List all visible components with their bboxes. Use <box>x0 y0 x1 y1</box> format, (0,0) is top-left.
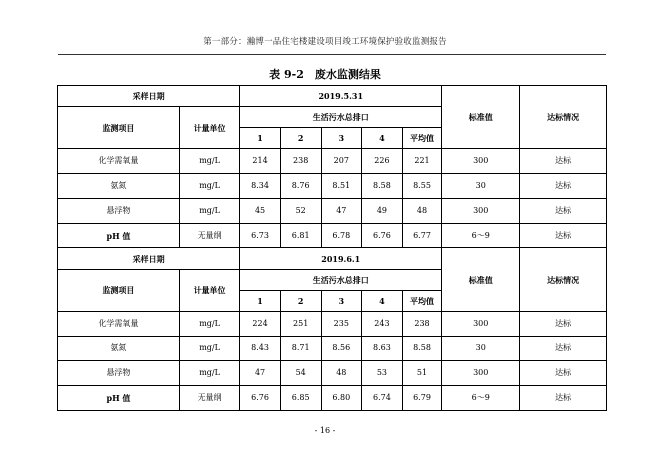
item-cell: 氨氮 <box>58 174 180 199</box>
value-1-cell: 214 <box>240 149 281 174</box>
value-1-cell: 6.76 <box>240 386 281 411</box>
unit-cell: 无量纲 <box>179 386 239 411</box>
page-header: 第一部分：瀚博一品住宅楼建设项目竣工环境保护验收监测报告 <box>203 37 447 47</box>
value-2-cell: 52 <box>280 198 321 223</box>
item-header: 监测项目 <box>58 107 180 149</box>
page-number: - 16 - <box>314 426 336 435</box>
average-cell: 8.55 <box>402 174 442 199</box>
sample-3-header: 3 <box>321 128 362 149</box>
average-cell: 6.77 <box>402 223 442 248</box>
value-3-cell: 8.51 <box>321 174 362 199</box>
header-row-date <box>58 248 607 269</box>
item-cell: 化学需氧量 <box>58 149 180 174</box>
table-row <box>58 198 607 223</box>
standard-cell: 30 <box>442 336 520 361</box>
value-3-cell: 207 <box>321 149 362 174</box>
standard-cell: 300 <box>442 198 520 223</box>
value-3-cell: 6.78 <box>321 223 362 248</box>
compliance-header: 达标情况 <box>520 248 607 311</box>
value-4-cell: 6.76 <box>362 223 403 248</box>
unit-cell: 无量纲 <box>179 223 239 248</box>
status-cell: 达标 <box>520 311 607 336</box>
status-cell: 达标 <box>520 174 607 199</box>
unit-cell: mg/L <box>179 311 239 336</box>
status-cell: 达标 <box>520 386 607 411</box>
average-cell: 8.58 <box>402 336 442 361</box>
sampling-date-label: 采样日期 <box>58 248 240 269</box>
outlet-header: 生活污水总排口 <box>240 269 442 290</box>
sample-4-header: 4 <box>362 128 403 149</box>
value-2-cell: 8.71 <box>280 336 321 361</box>
item-cell: pH 值 <box>58 223 180 248</box>
item-cell: 氨氮 <box>58 336 180 361</box>
table-row <box>58 386 607 411</box>
value-3-cell: 47 <box>321 198 362 223</box>
unit-cell: mg/L <box>179 198 239 223</box>
wastewater-monitoring-table <box>57 85 607 411</box>
standard-cell: 30 <box>442 174 520 199</box>
item-cell: 化学需氧量 <box>58 311 180 336</box>
average-cell: 221 <box>402 149 442 174</box>
item-cell: pH 值 <box>58 386 180 411</box>
unit-header: 计量单位 <box>179 107 239 149</box>
table-row <box>58 311 607 336</box>
table-row <box>58 174 607 199</box>
status-cell: 达标 <box>520 198 607 223</box>
sample-2-header: 2 <box>280 290 321 311</box>
value-3-cell: 6.80 <box>321 386 362 411</box>
status-cell: 达标 <box>520 223 607 248</box>
status-cell: 达标 <box>520 361 607 386</box>
value-2-cell: 54 <box>280 361 321 386</box>
sample-2-header: 2 <box>280 128 321 149</box>
value-2-cell: 6.81 <box>280 223 321 248</box>
status-cell: 达标 <box>520 149 607 174</box>
standard-cell: 6～9 <box>442 223 520 248</box>
standard-header: 标准值 <box>442 248 520 311</box>
unit-cell: mg/L <box>179 336 239 361</box>
item-cell: 悬浮物 <box>58 198 180 223</box>
value-1-cell: 8.34 <box>240 174 281 199</box>
table-row <box>58 223 607 248</box>
value-3-cell: 48 <box>321 361 362 386</box>
unit-cell: mg/L <box>179 361 239 386</box>
value-4-cell: 8.58 <box>362 174 403 199</box>
value-1-cell: 45 <box>240 198 281 223</box>
unit-cell: mg/L <box>179 149 239 174</box>
outlet-header: 生活污水总排口 <box>240 107 442 128</box>
compliance-header: 达标情况 <box>520 86 607 149</box>
sample-1-header: 1 <box>240 128 281 149</box>
standard-cell: 300 <box>442 149 520 174</box>
unit-cell: mg/L <box>179 174 239 199</box>
value-2-cell: 6.85 <box>280 386 321 411</box>
value-4-cell: 243 <box>362 311 403 336</box>
standard-header: 标准值 <box>442 86 520 149</box>
item-header: 监测项目 <box>58 269 180 311</box>
average-cell: 238 <box>402 311 442 336</box>
standard-cell: 300 <box>442 361 520 386</box>
sampling-date-value: 2019.5.31 <box>240 86 442 107</box>
value-2-cell: 8.76 <box>280 174 321 199</box>
header-rule <box>58 54 606 55</box>
value-4-cell: 49 <box>362 198 403 223</box>
sample-1-header: 1 <box>240 290 281 311</box>
standard-cell: 300 <box>442 311 520 336</box>
table-row <box>58 149 607 174</box>
value-4-cell: 6.74 <box>362 386 403 411</box>
status-cell: 达标 <box>520 336 607 361</box>
value-1-cell: 224 <box>240 311 281 336</box>
value-4-cell: 226 <box>362 149 403 174</box>
table-title: 表 9-2 废水监测结果 <box>269 68 381 81</box>
value-3-cell: 235 <box>321 311 362 336</box>
standard-cell: 6～9 <box>442 386 520 411</box>
value-1-cell: 8.43 <box>240 336 281 361</box>
average-cell: 48 <box>402 198 442 223</box>
table-row <box>58 361 607 386</box>
unit-header: 计量单位 <box>179 269 239 311</box>
value-4-cell: 8.63 <box>362 336 403 361</box>
value-2-cell: 251 <box>280 311 321 336</box>
value-2-cell: 238 <box>280 149 321 174</box>
sample-3-header: 3 <box>321 290 362 311</box>
average-header: 平均值 <box>402 290 442 311</box>
average-header: 平均值 <box>402 128 442 149</box>
sampling-date-label: 采样日期 <box>58 86 240 107</box>
sample-4-header: 4 <box>362 290 403 311</box>
value-1-cell: 47 <box>240 361 281 386</box>
value-1-cell: 6.73 <box>240 223 281 248</box>
value-3-cell: 8.56 <box>321 336 362 361</box>
table-row <box>58 336 607 361</box>
item-cell: 悬浮物 <box>58 361 180 386</box>
average-cell: 51 <box>402 361 442 386</box>
value-4-cell: 53 <box>362 361 403 386</box>
header-row-date <box>58 86 607 107</box>
sampling-date-value: 2019.6.1 <box>240 248 442 269</box>
average-cell: 6.79 <box>402 386 442 411</box>
